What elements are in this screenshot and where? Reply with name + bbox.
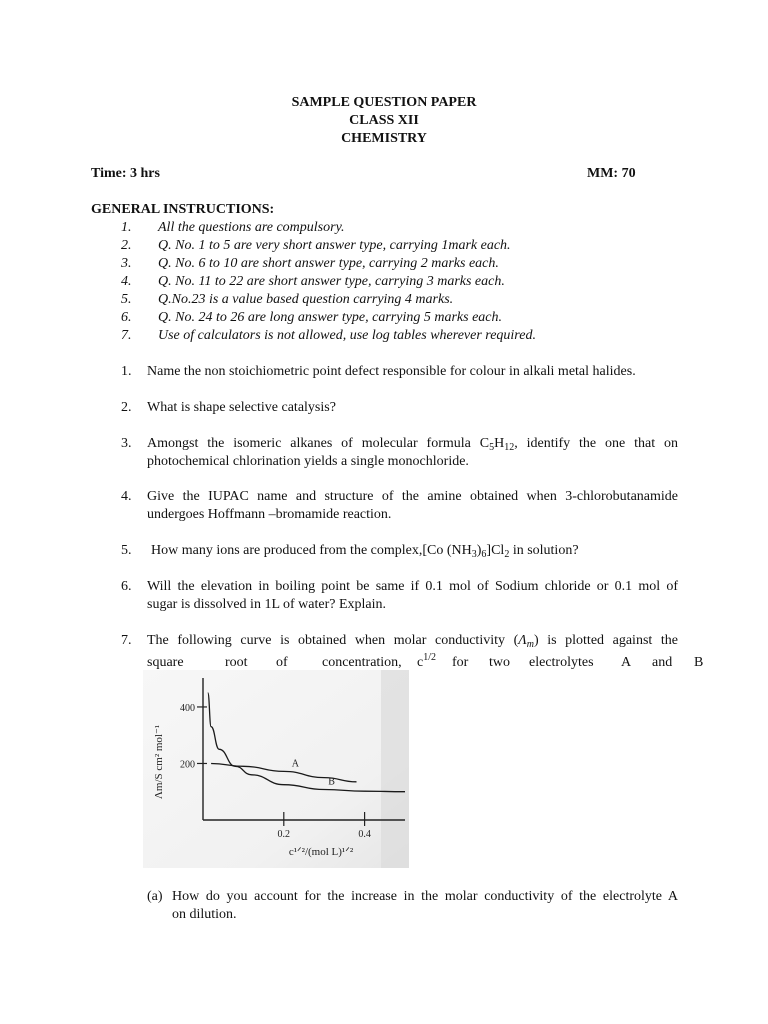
x-axis-label: c¹ᐟ²/(mol L)¹ᐟ²: [288, 846, 354, 858]
instruction-number: 4.: [121, 274, 132, 289]
scan-shadow: [381, 670, 409, 868]
question-number: (a): [147, 889, 163, 904]
instruction-text: Q. No. 24 to 26 are long answer type, carrying 5 marks each.: [158, 310, 502, 325]
question-text-line: How do you account for the increase in the molar conductivity of the electrolyte A: [172, 889, 678, 904]
x-tick-label: 0.4: [358, 829, 371, 840]
question-number: 1.: [121, 364, 132, 379]
question-number: 5.: [121, 543, 132, 558]
question-text-line: photochemical chlorination yields a single monochloride.: [147, 454, 469, 469]
instruction-item: [121, 219, 721, 237]
question-7a: [147, 888, 678, 924]
instructions-title: GENERAL INSTRUCTIONS:: [91, 202, 275, 217]
instruction-text: Q. No. 11 to 22 are short answer type, carrying 3 marks each.: [158, 274, 505, 289]
question-text-line: square root of concentration, $c^{1/2}$ for two electrolytes A and B: [147, 652, 704, 670]
instruction-text: Q.No.23 is a value based question carrying 4 marks.: [158, 292, 454, 307]
subject-title: CHEMISTRY: [341, 131, 427, 146]
question-number: 3.: [121, 436, 132, 451]
question-text-line: The following curve is obtained when molar conductivity $(\Lambda_m)$ is plotted against the: [147, 633, 678, 650]
series-label-a: A: [291, 758, 300, 770]
instruction-item: [121, 291, 721, 309]
paper-title: SAMPLE QUESTION PAPER: [291, 95, 477, 110]
question-text-line: Will the elevation in boiling point be same if 0.1 mol of Sodium chloride or 0.1 mol of: [147, 579, 678, 594]
question-number: 2.: [121, 400, 132, 415]
instruction-number: 5.: [121, 292, 132, 307]
question-number: 4.: [121, 489, 132, 504]
question-text-line: undergoes Hoffmann –bromamide reaction.: [147, 507, 392, 522]
question-5: [121, 542, 678, 560]
instruction-item: [121, 309, 721, 327]
x-tick-label: 0.2: [277, 829, 291, 840]
instruction-number: 7.: [121, 328, 132, 343]
instruction-text: Use of calculators is not allowed, use log tables wherever required.: [158, 328, 536, 343]
question-text: Name the non stoichiometric point defect responsible for colour in alkali metal halides.: [147, 364, 636, 379]
question-text: How many ions are produced from the complex,[Co $(NH_3)_6]Cl_2$ in solution?: [151, 543, 579, 560]
time-label: Time: 3 hrs: [91, 166, 160, 181]
instruction-text: Q. No. 1 to 5 are very short answer type, carrying 1mark each.: [158, 238, 511, 253]
instruction-number: 2.: [121, 238, 132, 253]
y-tick-label: 200: [180, 759, 195, 771]
y-axis-label: Λm/S cm² mol⁻¹: [153, 724, 165, 800]
instruction-item: [121, 255, 721, 273]
question-3: [121, 435, 678, 471]
instruction-number: 6.: [121, 310, 132, 325]
question-text-line: on dilution.: [172, 907, 237, 922]
conductivity-chart: [143, 670, 409, 868]
series-label-b: B: [328, 776, 335, 788]
instruction-text: Q. No. 6 to 10 are short answer type, carrying 2 marks each.: [158, 256, 499, 271]
instruction-number: 1.: [121, 220, 132, 235]
question-text: What is shape selective catalysis?: [147, 400, 336, 415]
question-text-line: sugar is dissolved in 1L of water? Explain.: [147, 597, 386, 612]
max-marks-label: MM: 70: [587, 166, 636, 181]
question-number: 7.: [121, 633, 132, 648]
instruction-item: [121, 327, 721, 345]
question-text-line: Give the IUPAC name and structure of the amine obtained when 3-chlorobutanamide: [147, 489, 678, 504]
y-tick-label: 400: [180, 702, 195, 714]
instruction-item: [121, 273, 721, 291]
question-1: [121, 363, 678, 381]
instruction-item: [121, 237, 721, 255]
class-title: CLASS XII: [349, 113, 419, 128]
question-4: [121, 488, 678, 524]
instruction-text: All the questions are compulsory.: [158, 220, 345, 235]
instruction-number: 3.: [121, 256, 132, 271]
question-number: 6.: [121, 579, 132, 594]
question-6: [121, 578, 678, 614]
question-text-line: Amongst the isomeric alkanes of molecular formula $C_5H_{12}$, identify the one that on: [147, 436, 679, 453]
question-2: [121, 399, 678, 417]
